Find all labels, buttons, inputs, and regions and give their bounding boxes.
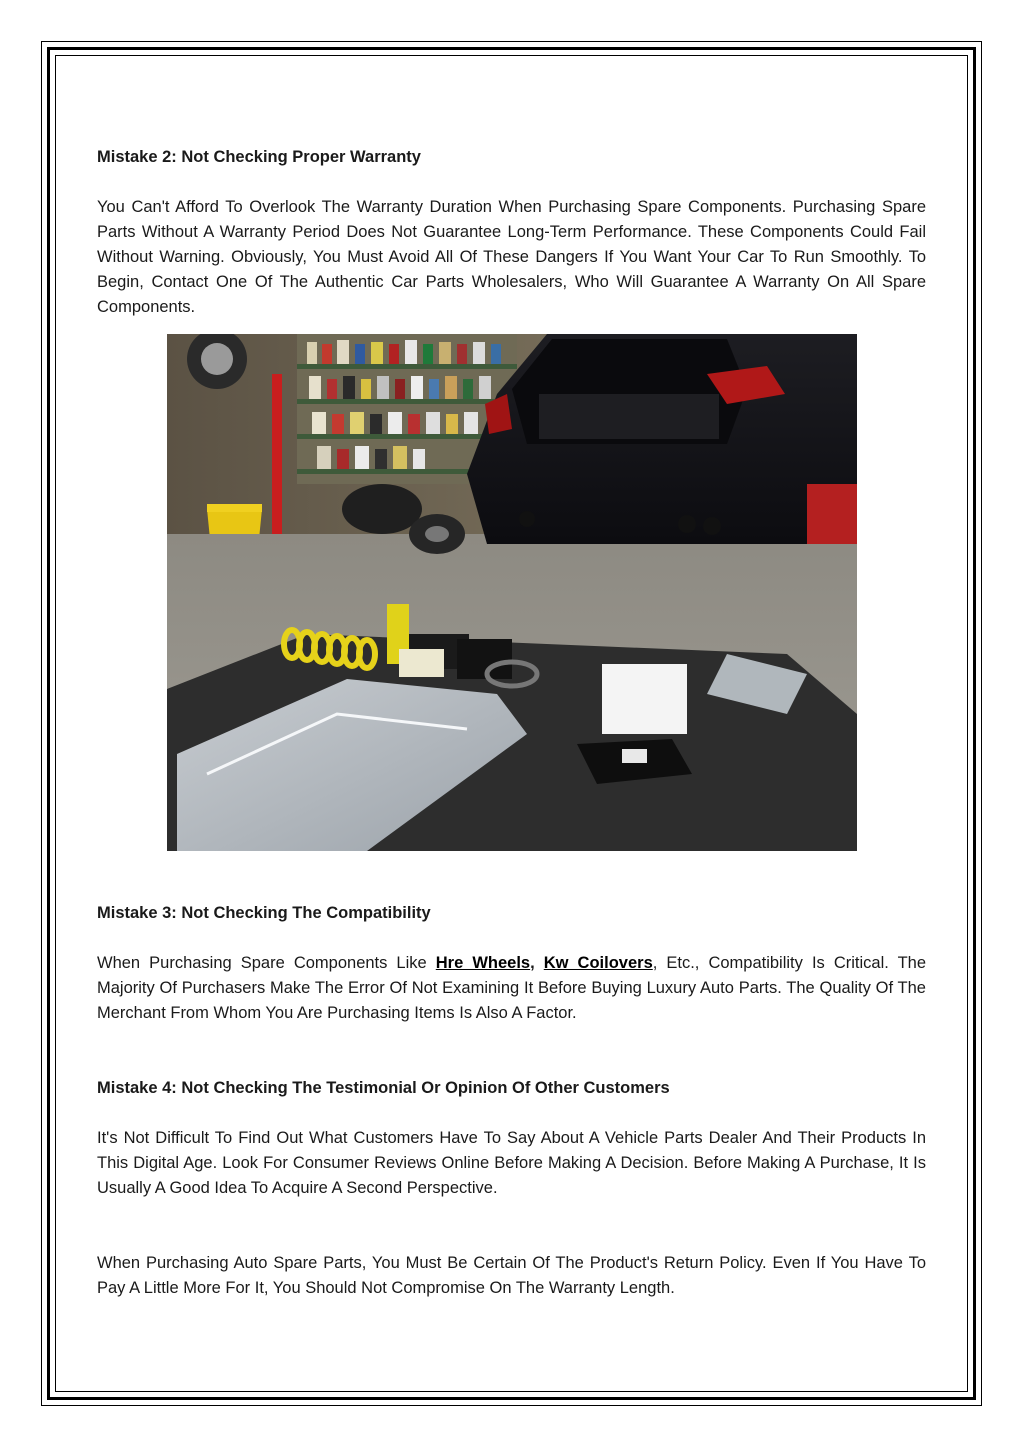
mistake-4-heading: Mistake 4: Not Checking The Testimonial Or Opinion Of Other Customers <box>97 1079 670 1097</box>
mistake-2-heading: Mistake 2: Not Checking Proper Warranty <box>97 148 421 166</box>
mistake-3-text-end: , Etc., Compatibility Is Critical. The Majority Of Purchasers Make The Error Of Not Examining It Before Buying Luxury Auto Parts. The Quality Of The Merchant From Whom You Are Purchasing Items Is Also A Factor. <box>97 954 927 1022</box>
mistake-3-paragraph <box>97 951 926 1026</box>
mistake-4-paragraph: It's Not Difficult To Find Out What Customers Have To Say About A Vehicle Parts Dealer And Their Products In This Digital Age. Look For Consumer Reviews Online Before Making A Decision. Before Making A Purchase, It Is Usually A Good Idea To Acquire A Second Perspective. <box>97 1129 926 1197</box>
mistake-3-heading: Mistake 3: Not Checking The Compatibility <box>97 904 431 922</box>
document-content <box>97 145 926 1301</box>
closing-paragraph: When Purchasing Auto Spare Parts, You Must Be Certain Of The Product's Return Policy. Even If You Have To Pay A Little More For It, You Should Not Compromise On The Warranty Length. <box>97 1254 926 1297</box>
kw-coilovers-link[interactable]: Kw Coilovers <box>543 954 653 972</box>
mistake-3-text-start: When Purchasing Spare Components Like <box>97 954 436 972</box>
mistake-2-paragraph: You Can't Afford To Overlook The Warranty Duration When Purchasing Spare Components. Purchasing Spare Parts Without A Warranty Period Does Not Guarantee Long-Term Performance. These Components Could Fail Without Warning. Obviously, You Must Avoid All Of These Dangers If You Want Your Car To Run Smoothly. To Begin, Contact One Of The Authentic Car Parts Wholesalers, Who Will Guarantee A Warranty On All Spare Components. <box>97 198 926 316</box>
garage-photo <box>167 334 857 851</box>
link-separator: , <box>530 954 544 972</box>
hre-wheels-link[interactable]: Hre Wheels <box>435 954 531 972</box>
